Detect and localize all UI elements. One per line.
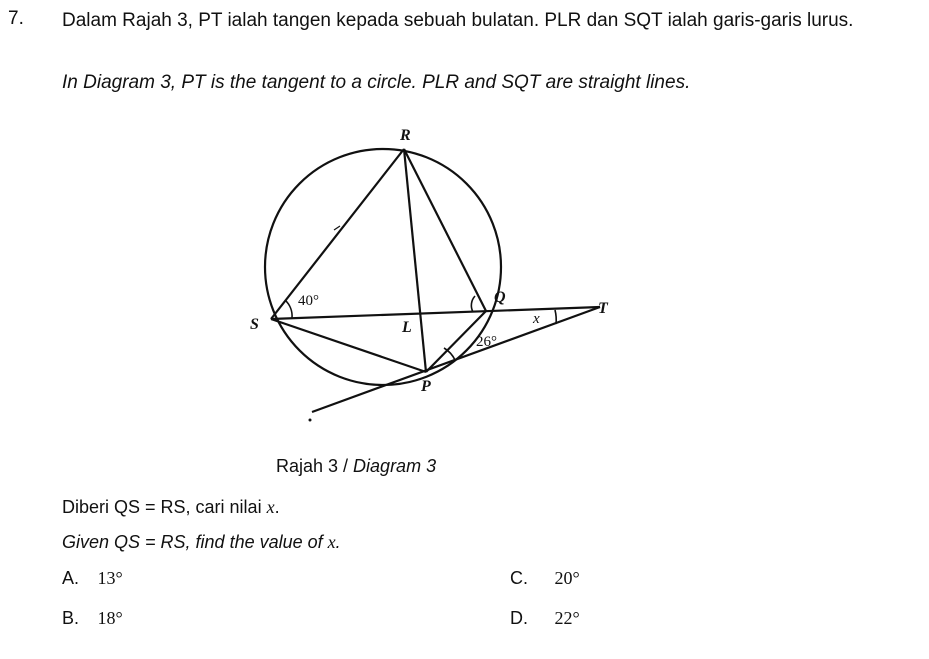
option-value: 13° [97,568,123,588]
angle-label-26: 26° [476,334,497,350]
given-malay-text: Diberi QS = RS, cari nilai [62,497,267,517]
option-B[interactable] [62,608,123,629]
question-text-malay: Dalam Rajah 3, PT ialah tangen kepada sebuah bulatan. PLR dan SQT ialah garis-garis lurus. [62,10,854,31]
line-RLP [404,149,426,372]
tangent-end-dot [309,419,312,422]
option-letter: A. [62,568,80,588]
option-letter: B. [62,608,80,628]
diagram-caption [276,456,436,477]
angle-arc-P [444,348,455,360]
circle [265,149,501,385]
label-L: L [402,319,412,336]
line-RS [271,149,404,319]
option-value: 22° [554,608,580,628]
option-A[interactable] [62,568,123,589]
given-english-suffix: . [335,532,341,552]
given-malay-suffix: . [274,497,280,517]
angle-label-40: 40° [298,293,319,309]
given-english-text: Given QS = RS, find the value of [62,532,328,552]
label-S: S [250,316,259,333]
angle-arc-T [555,310,556,324]
option-value: 18° [97,608,123,628]
label-P: P [421,378,431,395]
line-SQT [271,307,600,319]
given-malay-variable: x [266,497,275,517]
option-letter: D. [510,608,528,628]
caption-english: Diagram 3 [353,456,437,476]
angle-label-x: x [533,311,540,327]
question-number: 7. [8,8,24,29]
angle-arc-Q [471,296,475,312]
line-RQ [404,149,486,311]
caption-malay: Rajah 3 / [276,456,354,476]
label-Q: Q [494,289,506,306]
label-R: R [400,127,411,144]
given-malay [62,497,280,518]
question-text-english: In Diagram 3, PT is the tangent to a circle. PLR and SQT are straight lines. [62,72,691,93]
given-english [62,532,341,553]
option-C[interactable] [510,568,580,589]
given-english-variable: x [327,532,336,552]
option-letter: C. [510,568,528,588]
equal-mark [334,226,340,230]
label-T: T [598,300,608,317]
angle-arc-S [285,300,292,318]
option-D[interactable] [510,608,580,629]
option-value: 20° [554,568,580,588]
